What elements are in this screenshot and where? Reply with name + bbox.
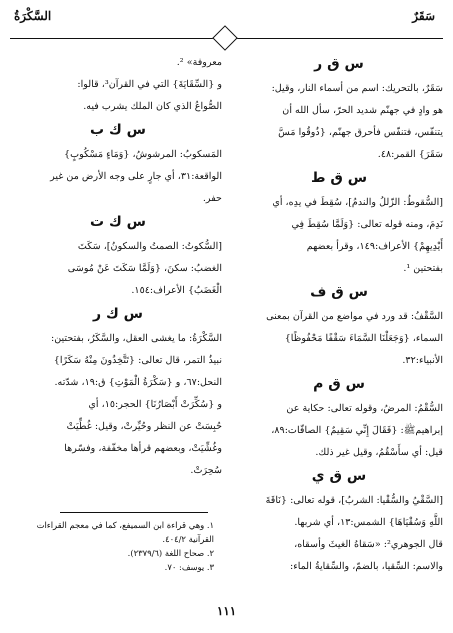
entry-text-line: المَسكوبُ: المرشوشُ، {وَمَاءٍ مَسْكُوبٍ} (64, 149, 222, 160)
footnote-line: ٣. يوسف: ٧٠. (164, 562, 214, 572)
entry-text-line: سَقَرٌ، بالتحريك: اسم من أسماء النار، وقيل: (271, 83, 443, 94)
footnotes (14, 518, 214, 574)
entry-text-line: الغضبُ: سكنَ، {وَلَمَّا سَكَتَ عَنْ مُوسَى (67, 263, 222, 274)
footnote-line: القرآنية ٤٠٤/٢. (162, 534, 214, 544)
entry-text-line: سُحِرَتْ. (190, 465, 222, 476)
entry-text-line: الْغَضَبُ} الأعراف:١٥٤. (131, 285, 222, 296)
entry-text-line: الواقعة:٣١، أي جارٍ على وجه الأرض من غير (50, 171, 222, 182)
right-column (235, 52, 443, 578)
entry-root-heading: س ك ت (90, 214, 146, 230)
diamond-ornament-icon (212, 25, 237, 50)
entry-text-line: نَدِمَ، ومنه قوله تعالى: {وَلَمَّا سُقِطَ فِي (291, 219, 443, 230)
entry-text-line: النحل:٦٧، و {سَكْرَةُ الْمَوْتِ} ق:١٩، شدّته. (54, 377, 222, 388)
entry-text-line: إبراهيمﷺ: {فَقَالَ إِنِّي سَقِيمٌ} الصافّات:٨٩، (271, 425, 443, 436)
entry-text-line: حُبِسَتْ عن النظر وحُيِّرتْ، وقيل: غُطِّيَتْ (66, 421, 222, 432)
left-column (14, 52, 222, 482)
entry-root-heading: س ق ي (311, 468, 367, 484)
entry-root-heading: س ق ف (310, 284, 368, 300)
entry-text-line: هو وادٍ في جهنّم شديد الحرّ، سأل الله أن (282, 105, 443, 116)
entry-root-heading: س ق م (313, 376, 365, 392)
entry-root-heading: س ك ب (90, 122, 146, 138)
header-left-word: السَّكْرَةُ (14, 9, 52, 23)
footnote-separator (60, 512, 208, 513)
entry-text-line: أَيْدِيهِمْ} الأعراف:١٤٩، وقرأ بعضهم (306, 241, 443, 252)
entry-text-line: السَّكْرَةُ: ما يغشى العقل، والسَّكَرُ، بفتحتين: (51, 333, 222, 344)
entry-root-heading: س ق ر (314, 56, 364, 72)
entry-text-line: [السُّقوطُ: الزّللُ والندمُ]، سُقِطَ في يدِه، أي (272, 197, 443, 208)
header-right-word: سَقَرٌ (412, 9, 435, 23)
entry-text-line: السَّقْفُ: قد ورد في مواضع من القرآن بمعنى (266, 311, 443, 322)
entry-text-line: والاسم: السِّقيا، بالضمّ، والسِّقايةُ الماء: (289, 561, 443, 572)
entry-text-line: وغُشِّيَتْ، وبعضهم قرأها مخفّفة، وفسّرها (64, 443, 222, 454)
entry-text-line: معروفة» ². (176, 57, 222, 68)
entry-text-line: الصُّواعُ الذي كان الملك يشرب فيه. (83, 101, 222, 112)
entry-text-line: السماء، {وَجَعَلْنَا السَّمَاءَ سَقْفًا مَحْفُوظًا} (284, 333, 443, 344)
entry-text-line: [السَّقْيُ والسُّقْيا: الشربُ]، قوله تعالى: {نَاقَةَ (265, 495, 443, 506)
entry-text-line: السُّقْمُ: المرضُ، وقوله تعالى: حكاية عن (286, 403, 443, 414)
entry-text-line: سَقَرَ} القمر:٤٨. (377, 149, 443, 160)
entry-text-line: الأنبياء:٣٢. (402, 355, 443, 366)
entry-text-line: و {سُكِّرَتْ أَبْصَارُنَا} الحجر:١٥، أي (88, 399, 222, 410)
entry-text-line: [السُّكوتُ: الصمتُ والسكونُ]، سَكَتَ (77, 241, 222, 252)
entry-text-line: حفر. (202, 193, 222, 204)
footnote-line: ١. وهي قراءة ابن السميفع، كما في معجم القراءات (36, 520, 214, 530)
entry-root-heading: س ك ر (93, 306, 143, 322)
entry-text-line: بفتحتين ¹. (403, 263, 443, 274)
entry-text-line: اللَّهِ وَسُقْيَاهَا} الشمس:١٣، أي شربها. (294, 517, 443, 528)
entry-text-line: يتنفّس، فتنفّس فأحرق جهنّم، {ذُوقُوا مَسَّ (278, 127, 443, 138)
entry-text-line: و {السِّقَايَةَ} التي في القرآن³، قالوا: (77, 79, 222, 90)
footnote-line: ٢. صحاح اللغة (٢٣٧٩/٦). (127, 548, 214, 558)
entry-text-line: قال الجوهري²: «سَقاهُ الغيثَ وأسقاه، (294, 539, 443, 550)
entry-text-line: نبيذُ التمر، قال تعالى: {تَتَّخِذُونَ مِنْهُ سَكَرًا} (53, 355, 222, 366)
entry-root-heading: س ق ط (310, 170, 368, 186)
entry-text-line: قيل: أي سأَسْقُمُ، وقيل غير ذلك. (315, 447, 443, 458)
page-number: ١١١ (216, 604, 237, 618)
